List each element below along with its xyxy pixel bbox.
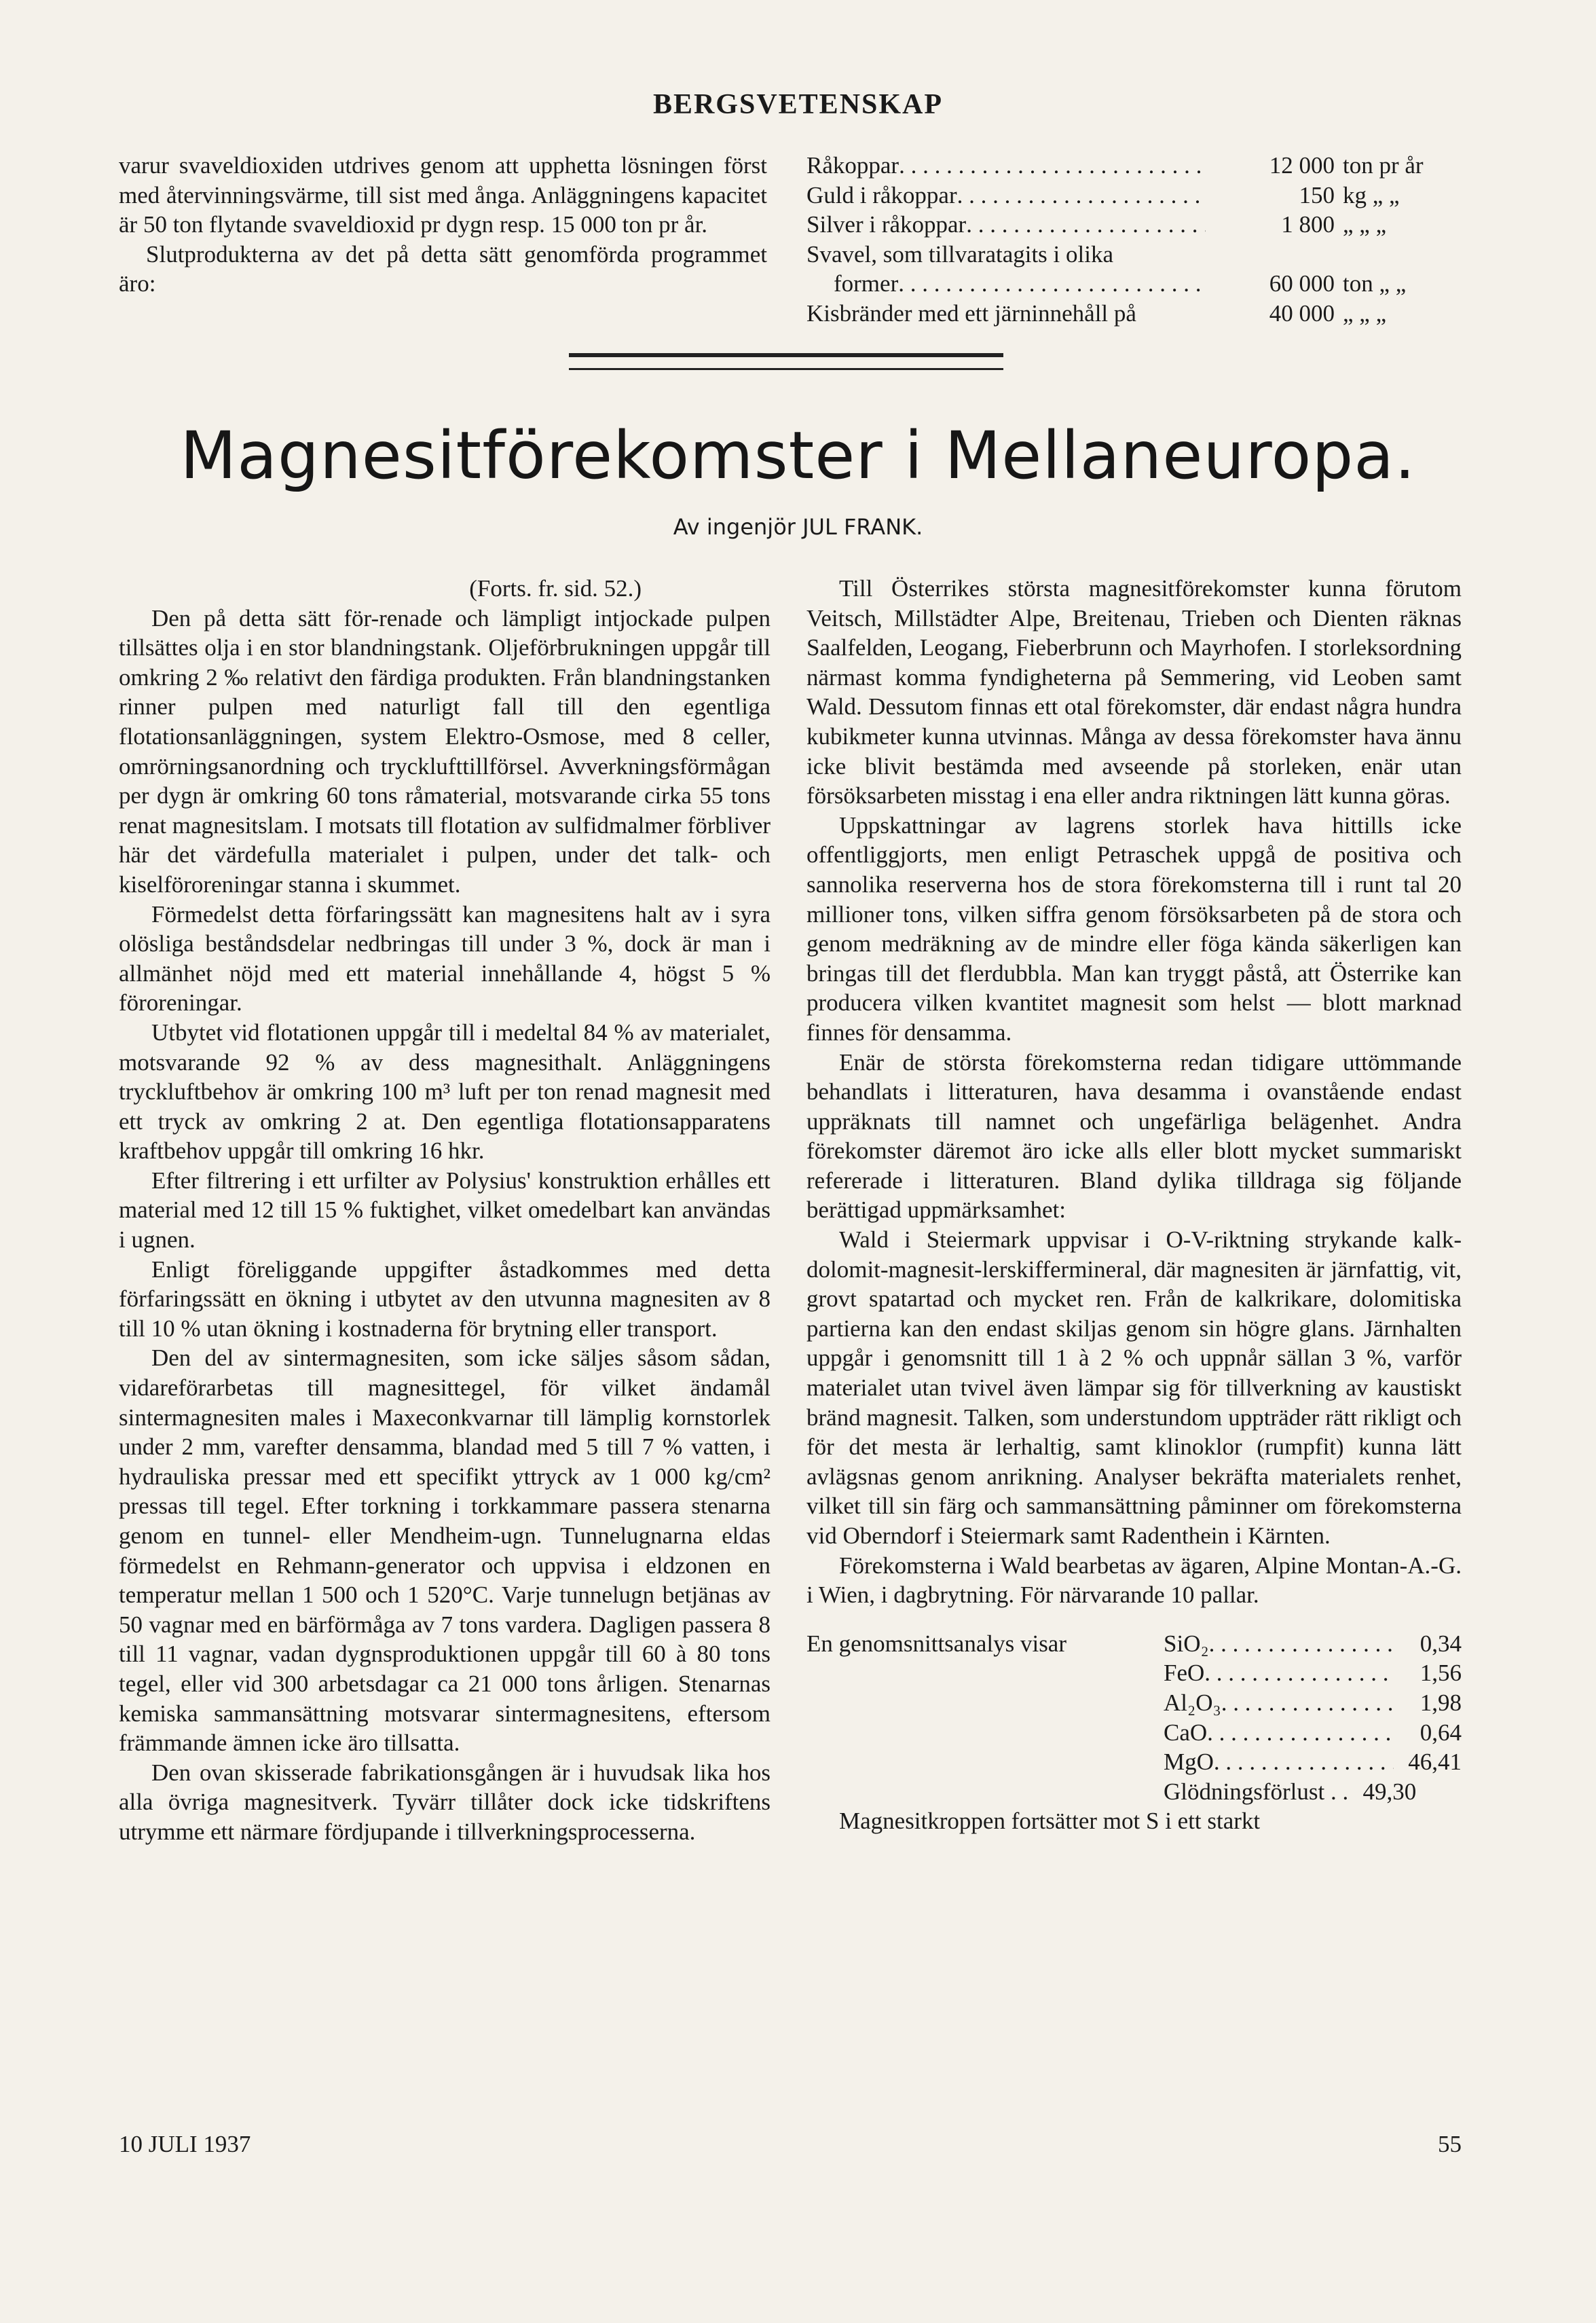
product-label: Råkoppar — [806, 152, 899, 179]
product-row — [806, 240, 1462, 270]
paragraph: Den del av sintermagnesiten, som icke säljes såsom sådan, vidareförarbetas till magnesittegel, för vilket ändamål sintermagnesiten males i Maxeconkvarnar till lämplig kornstorlek under 2 mm, varefter densamma, blandad med 5 till 7 % vatten, i hydrauliska pressar med ett specifikt yttryck av 1 000 kg/cm² pressas till tegel. Efter torkning i torkkammare passera stenarna genom en tunnel- eller Mendheim-ugn. Tunnelugnarna eldas förmedelst en Rehmann-generator och uppvisa i eldzonen en temperatur mellan 1 500 och 1 520°C. Varje tunnelugn betjänas av 50 vagnar med en bärförmåga av 7 tons vardera. Dagligen passera 8 till 11 vagnar, vadan dygnsproduktionen uppgår till 60 à 80 tons tegel, eller vid 300 arbetsdagar ca 21 000 tons årligen. Stenarnas kemiska sammansättning motsvarar sintermagnesitens, eftersom främmande ämnen icke äro tillsatta. — [119, 1345, 771, 1757]
product-unit: „ „ „ — [1343, 299, 1387, 327]
paragraph: Uppskattningar av lagrens storlek hava hittills icke offentliggjorts, men enligt Petraschek uppgå de positiva och sannolika reserverna hos de stora förekomsterna till i runt tal 20 millioner tons, vilken siffra genom försöksarbeten på de stora och genom medräkning av de mindre eller föga kända säkerligen kan bringas till det flerdubbla. Man kan tryggt påstå, att Österrike kan producera vilken kvantitet magnesit som helst — blott marknad finnes för densamma. — [806, 811, 1462, 1046]
product-value: 60 000 — [1269, 270, 1335, 297]
analysis-row — [806, 1747, 1462, 1777]
product-label: Guld i råkoppar — [806, 181, 957, 208]
paragraph: varur svaveldioxiden utdrives genom att upphetta lösningen först med återvinningsvärme, till sist med ånga. Anläggningens kapacitet är 50 ton flytande svaveldioxid pr dygn resp. 15 000 ton pr år. — [119, 152, 767, 238]
paragraph: Enär de största förekomsterna redan tidigare uttömmande behandlats i litteraturen, hava desamma i ovanstående endast uppräknats till namnet och ungefärliga belägenhet. Andra förekomster däremot äro icke alls eller blott mycket summariskt refererade i litteraturen. Bland dylika tilldraga sig följande berättigad uppmärksamhet: — [806, 1048, 1462, 1224]
issue-date: 10 JULI 1937 — [119, 2131, 251, 2157]
product-row — [806, 181, 1462, 211]
running-header: BERGSVETENSKAP — [652, 89, 944, 120]
analysis-value: 49,30 — [1362, 1778, 1417, 1805]
product-label: Silver i råkoppar — [806, 211, 967, 238]
product-value: 12 000 — [1269, 152, 1335, 179]
product-label: Svavel, som tillvaratagits i olika — [806, 240, 1114, 268]
paragraph: Förmedelst detta förfaringssätt kan magnesitens halt av i syra olösliga beståndsdelar nedbringas till under 3 %, dock är man i allmänhet nöjd med ett material innehållande 4, högst 5 % föroreningar. — [119, 900, 771, 1017]
product-row — [806, 269, 1462, 299]
product-value: 1 800 — [1281, 211, 1335, 238]
analysis-row — [806, 1658, 1462, 1688]
analysis-table — [806, 1629, 1462, 1807]
continued-note: (Forts. fr. sid. 52.) — [469, 575, 642, 602]
paragraph: Wald i Steiermark uppvisar i O-V-riktning strykande kalk-dolomit-magnesit-lerskiffermineral, där magnesiten är järnfattig, vit, grovt spatartad och mycket ren. Från de kalkrikare, dolomitiska partierna kan den endast skiljas genom sin högre glans. Järnhalten uppgår i genomsnitt till 1 à 2 % och uppnår sällan 3 %, varför materialet utan tvivel även lämpar sig för tillverkning av kaustiskt bränd magnesit. Talken, som understundom uppträder rätt rikligt och för det mesta är lerhaltig, samt klinoklor (rumpfit) kunna lätt avlägsnas genom anrikning. Analyser bekräfta materialets renhet, vilket till sin färg och sammansättning påminner om förekomsterna vid Oberndorf i Steiermark samt Radenthein i Kärnten. — [806, 1226, 1462, 1549]
paragraph: Den ovan skisserade fabrikationsgången är i huvudsak lika hos alla övriga magnesitverk. Tyvärr tillåter dock icke tidskriftens utrymme ett närmare fördjupande i tillverkningsprocesserna. — [119, 1759, 771, 1845]
right-column — [806, 574, 1462, 1836]
analysis-row — [806, 1688, 1462, 1718]
analysis-value: 0,34 — [1419, 1630, 1462, 1657]
paragraph: Till Österrikes största magnesitförekomster kunna förutom Veitsch, Millstädter Alpe, Breitenau, Trieben och Dienten räknas Saalfelden, Leogang, Fieberbrunn och Mayrhofen. I storleksordning närmast komma fyndigheterna på Semmering, vid Leoben samt Wald. Dessutom finnas ett otal förekomster, där endast några hundra kubikmeter kunna utvinnas. Många av dessa förekomster hava ännu icke blivit bestämda med avseende på storleken, enär utan försöksarbeten misstag i ena eller andra riktningen lätt kunna göras. — [806, 575, 1462, 809]
analysis-component: SiO₂ — [1164, 1630, 1209, 1657]
section-divider — [569, 353, 1003, 370]
analysis-value: 46,41 — [1408, 1749, 1462, 1776]
product-row — [806, 151, 1462, 181]
product-label: Kisbränder med ett järninnehåll på — [806, 299, 1136, 327]
product-unit: ton pr år — [1343, 152, 1424, 179]
product-row — [806, 210, 1462, 240]
product-row — [806, 299, 1462, 329]
product-unit: kg „ „ — [1343, 181, 1400, 208]
analysis-component: MgO — [1164, 1749, 1214, 1776]
analysis-value: 1,98 — [1419, 1689, 1462, 1716]
paragraph: Utbytet vid flotationen uppgår till i medeltal 84 % av materialet, motsvarande 92 % av dess magnesithalt. Anläggningens tryckluftbehov är omkring 100 m³ luft per ton renad magnesit med ett tryck av omkring 2 at. Den egentliga flotationsapparatens kraftbehov uppgår till omkring 16 hkr. — [119, 1019, 771, 1165]
analysis-component: Glödningsförlust . . — [1164, 1778, 1349, 1805]
analysis-value: 1,56 — [1419, 1660, 1462, 1687]
analysis-component: FeO — [1164, 1660, 1205, 1687]
left-column — [119, 574, 771, 1847]
paragraph: Den på detta sätt för-renade och lämpligt intjockade pulpen tillsättes olja i en stor blandningstank. Oljeförbrukningen uppgår till omkring 2 ‰ relativt den färdiga produkten. Från blandningstanken rinner pulpen med naturligt fall till den egentliga flotationsanläggningen, system Elektro-Osmose, med 8 celler, omrörningsanordning och trycklufttillförsel. Avverkningsförmågan per dygn är omkring 60 tons råmaterial, motsvarande cirka 55 tons renat magnesitslam. I motsats till flotation av sulfidmalmer förbliver här det värdefulla materialet i pulpen, under det talk- och kiselföroreningar stanna i skummet. — [119, 604, 771, 898]
paragraph: Slutprodukterna av det på detta sätt genomförda programmet äro: — [119, 240, 767, 297]
analysis-intro: En genomsnittsanalys visar — [806, 1630, 1067, 1657]
analysis-value: 0,64 — [1419, 1719, 1462, 1746]
analysis-row — [806, 1718, 1462, 1748]
paragraph: Förekomsterna i Wald bearbetas av ägaren, Alpine Montan-A.-G. i Wien, i dagbrytning. För närvarande 10 pallar. — [806, 1552, 1462, 1609]
product-label: former — [834, 270, 899, 297]
product-value: 40 000 — [1269, 299, 1335, 327]
product-list — [806, 151, 1462, 329]
page-number: 55 — [1438, 2131, 1462, 2157]
paragraph: Magnesitkroppen fortsätter mot S i ett starkt — [839, 1808, 1261, 1835]
previous-article-ending — [119, 151, 767, 299]
product-value: 150 — [1299, 181, 1335, 208]
paragraph: Efter filtrering i ett urfilter av Polysius' konstruktion erhålles ett material med 12 till 15 % fuktighet, vilket omedelbart kan användas i ugnen. — [119, 1167, 771, 1254]
product-unit: „ „ „ — [1343, 211, 1387, 238]
paragraph: Enligt föreliggande uppgifter åstadkommes med detta förfaringssätt en ökning i utbytet av den utvunna magnesiten av 8 till 10 % utan ökning i kostnaderna för brytning eller transport. — [119, 1256, 771, 1342]
analysis-row — [806, 1629, 1462, 1659]
analysis-component: CaO — [1164, 1719, 1208, 1746]
article-byline: Av ingenjör JUL FRANK. — [673, 514, 923, 540]
analysis-component: Al₂O₃ — [1164, 1689, 1221, 1716]
product-unit: ton „ „ — [1343, 270, 1407, 297]
analysis-row — [806, 1777, 1462, 1807]
article-title: Magnesitförekomster i Mellaneuropa. — [180, 418, 1416, 494]
